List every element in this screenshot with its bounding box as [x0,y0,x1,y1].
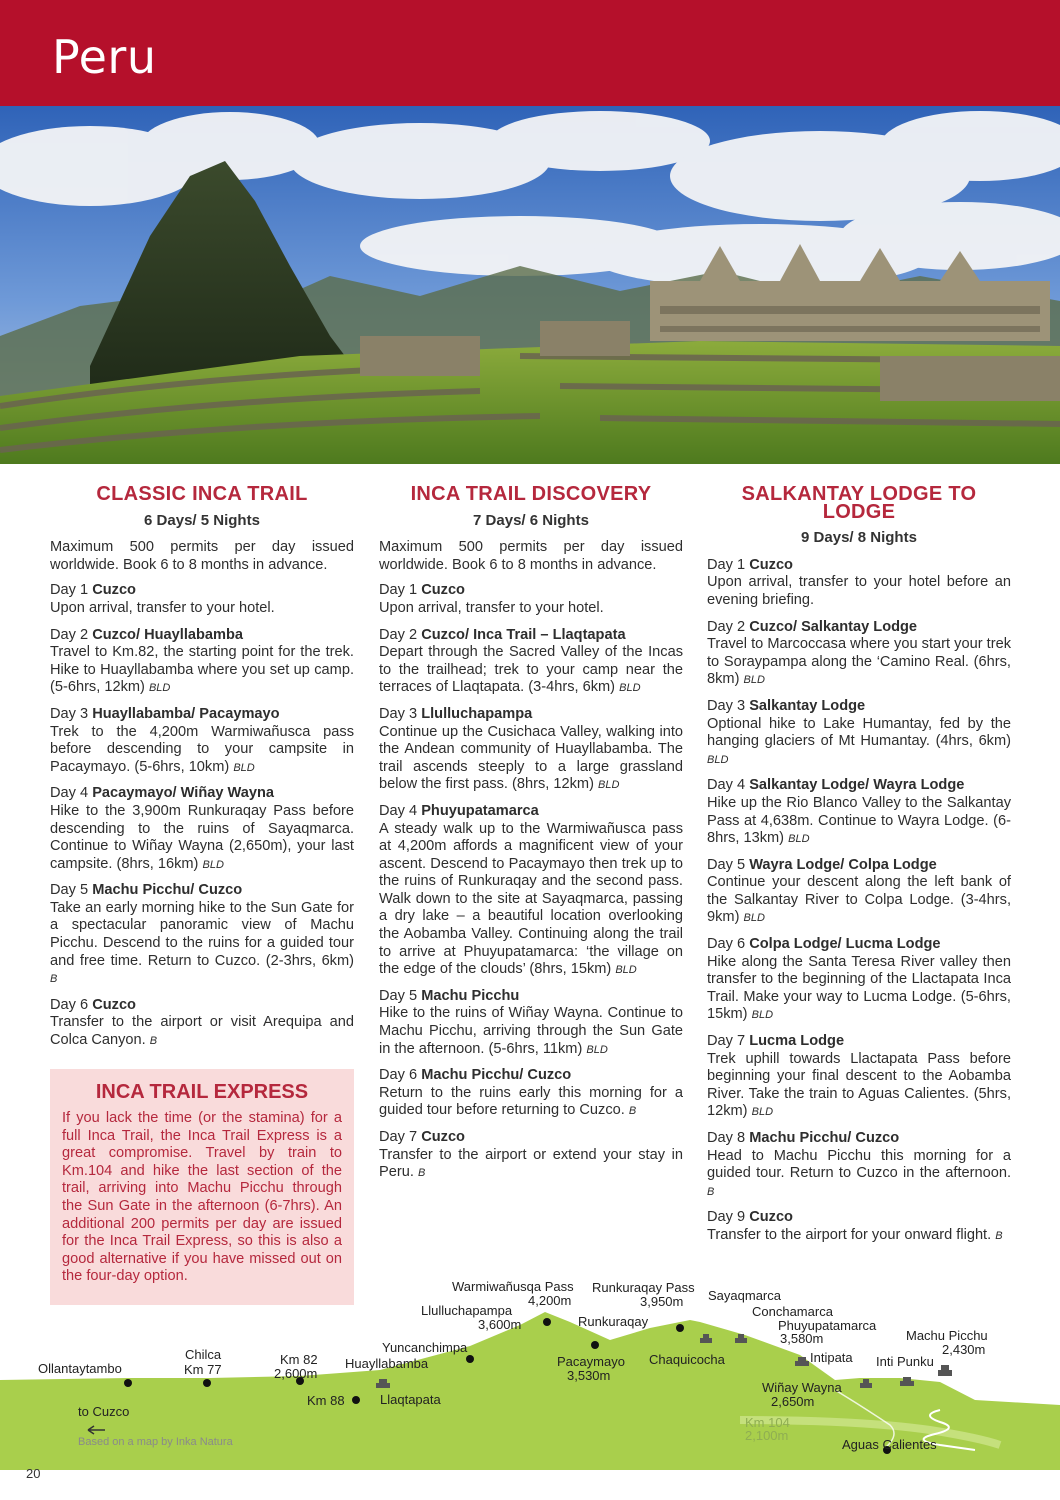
day-place: Machu Picchu/ Cuzco [421,1067,572,1084]
day-label: Day 7 [707,1033,746,1050]
map-label: Runkuraqay [578,1314,649,1329]
day-text: Transfer to the airport or extend your stay in Peru. [379,1146,683,1181]
machu-picchu-photo [0,106,1060,464]
day-meal: BLD [202,858,224,871]
map-label: Chaquicocha [649,1352,725,1367]
day-label: Day 4 [50,785,89,802]
day-label: Day 1 [379,582,418,599]
day-text: Hike to the ruins of Wiñay Wayna. Continue to Machu Picchu, arriving through the Sun Gate in the afternoon. (5-6hrs, 11km) [379,1005,683,1057]
tour-duration: 6 Days/ 5 Nights [144,511,260,529]
itinerary-day [707,936,1011,1025]
day-place: Lucma Lodge [749,1033,845,1050]
day-text: Transfer to the airport or visit Arequipa and Colca Canyon. [50,1014,354,1049]
tour-intro: Maximum 500 permits per day issued worldwide. Book 6 to 8 months in advance. [50,539,354,573]
page-title: Peru [52,30,157,84]
day-place: Colpa Lodge/ Lucma Lodge [749,936,941,953]
trail-map [0,1270,1060,1470]
day-label: Day 2 [50,626,89,643]
day-text: Transfer to the airport for your onward flight. [707,1226,992,1243]
day-meal: BLD [707,753,729,766]
itinerary-day [707,557,1011,611]
map-label: Km 77 [184,1362,222,1377]
map-label: Km 104 [745,1415,790,1430]
day-label: Day 7 [379,1129,418,1145]
day-meal: B [417,1167,426,1180]
day-place: Wayra Lodge/ Colpa Lodge [749,856,937,873]
map-label: 2,100m [745,1428,789,1443]
day-place: Cuzco [421,582,465,599]
day-meal: BLD [743,912,765,925]
day-text: Depart through the Sacred Valley of the Incas to the trailhead; trek to your camp near the terraces of Llaqtapata. (3-4hrs, 6km) [379,644,683,696]
trail-elevation-profile [0,1270,1060,1470]
map-label: Km 88 [307,1393,345,1408]
day-place: Llulluchapampa [421,705,533,722]
day-place: Salkantay Lodge [749,697,866,714]
itinerary-day [50,706,354,777]
day-text: Upon arrival, transfer to your hotel. [50,599,275,616]
day-label: Day 6 [50,996,89,1013]
day-place: Huayllabamba/ Pacaymayo [92,705,280,722]
map-label: 2,600m [274,1366,318,1381]
day-text: Continue up the Cusichaca Valley, walking into the Andean community of Huayllabamba. The trail ascends steeply to a large grassland below the first pass. (8hrs, 12km) [379,723,683,793]
day-label: Day 5 [379,987,418,1004]
day-place: Cuzco [92,996,136,1013]
day-text: Upon arrival, transfer to your hotel. [379,599,604,616]
map-label: Llulluchapampa [421,1303,513,1318]
day-meal: B [707,1185,715,1198]
map-label: Wiñay Wayna [762,1380,842,1395]
day-meal: BLD [598,779,620,792]
day-place: Cuzco/ Huayllabamba [92,626,244,643]
tour-title: CLASSIC INCA TRAIL [96,483,308,505]
day-label: Day 3 [50,705,89,722]
itinerary-day [50,582,354,618]
day-text: Hike along the Santa Teresa River valley then transfer to the beginning of the Llactapata Inca Trail. Make your way to Lucma Lodge. (5-6hrs, 15km) [707,953,1011,1023]
itinerary-day [379,1067,683,1121]
itinerary-day [50,997,354,1051]
itinerary-day [707,1209,1011,1245]
map-label: Chilca [185,1347,222,1362]
itinerary-day [379,1129,683,1183]
day-label: Day 3 [379,705,418,722]
day-place: Cuzco/ Inca Trail – Llaqtapata [421,626,626,643]
map-label: Pacaymayo [557,1354,625,1369]
day-text: Head to Machu Picchu this morning for a guided tour. Return to Cuzco in the afternoon. [707,1147,1011,1182]
day-text: Upon arrival, transfer to your hotel before an evening briefing. [707,574,1011,608]
tour-duration: 9 Days/ 8 Nights [801,529,917,547]
day-label: Day 3 [707,697,746,714]
day-place: Phuyupatamarca [421,802,539,819]
express-text: If you lack the time (or the stamina) for a full Inca Trail, the Inca Trail Express is a great compromise. Travel by train to Km.104 and hike the last section of the trail, arriving into Machu Picchu through the Sun Gate in the afternoon (6-7hrs). An additional 200 permits per day are issued for the Inca Trail Express, so this is also a good alternative if you have missed out on the four-day option. [62,1110,342,1285]
map-label: Machu Picchu [906,1328,988,1343]
day-label: Day 4 [707,777,746,794]
day-place: Pacaymayo/ Wiñay Wayna [92,785,275,802]
day-text: Return to the ruins early this morning for a guided tour before returning to Cuzco. [379,1084,683,1119]
day-label: Day 1 [50,582,89,599]
day-place: Cuzco [421,1129,465,1145]
day-text: Hike to the 3,900m Runkuraqay Pass before descending to the ruins of Sayaqmarca. Continue to Wiñay Wayna (2,650m), your last campsite. (8hrs, 16km) [50,802,354,872]
tour-title: SALKANTAY LODGE TO LODGE [741,483,977,523]
map-label: to Cuzco [78,1404,130,1419]
itinerary-day [50,627,354,698]
day-place: Machu Picchu/ Cuzco [749,1130,900,1146]
day-text: Continue your descent along the left bank of the Salkantay River to Colpa Lodge. (3-4hrs, 9km) [707,874,1011,926]
day-label: Day 6 [379,1067,418,1084]
map-label: 3,950m [640,1294,684,1309]
itinerary-day [379,706,683,795]
day-text: Hike up the Rio Blanco Valley to the Salkantay Pass at 4,638m. Continue to Wayra Lodge. (6-8hrs, 13km) [707,794,1011,847]
day-text: Trek to the 4,200m Warmiwañusca pass before descending to your campsite in Pacaymayo. (5-6hrs, 10km) [50,723,354,775]
day-place: Cuzco [92,582,136,599]
day-label: Day 2 [379,626,418,643]
map-label: Ollantaytambo [38,1361,122,1376]
day-meal: BLD [619,682,641,695]
day-place: Cuzco/ Salkantay Lodge [749,618,918,635]
itinerary-day [707,1033,1011,1122]
tour-intro: Maximum 500 permits per day issued worldwide. Book 6 to 8 months in advance. [379,539,683,573]
map-label: Km 82 [280,1352,318,1367]
inca-trail-discovery-column [379,483,683,1191]
itinerary-day [707,619,1011,690]
tour-title: INCA TRAIL DISCOVERY [410,483,652,505]
day-text: Trek uphill towards Llactapata Pass before beginning your final descent to the Aobamba River. Take the train to Aguas Calientes. (5hrs, 12km) [707,1050,1011,1120]
map-label: 3,580m [780,1331,824,1346]
day-label: Day 9 [707,1209,746,1226]
map-label: Yuncanchimpa [382,1340,468,1355]
day-label: Day 8 [707,1130,746,1146]
day-label: Day 1 [707,556,746,573]
day-label: Day 4 [379,802,418,819]
day-place: Machu Picchu [421,987,520,1004]
map-label: Conchamarca [752,1304,833,1319]
day-label: Day 2 [707,618,746,635]
itinerary-day [379,627,683,698]
map-label: Phuyupatamarca [778,1318,877,1333]
map-label: Llaqtapata [380,1392,441,1407]
itinerary-day [50,785,354,874]
express-title: INCA TRAIL EXPRESS [95,1081,309,1103]
map-label: 2,430m [942,1342,986,1357]
day-meal: BLD [751,1106,774,1119]
map-label: Intipata [810,1350,853,1365]
itinerary-day [379,582,683,618]
day-meal: BLD [615,964,637,977]
day-text: Take an early morning hike to the Sun Gate for a spectacular panoramic view of Machu Picchu. Descend to the ruins for a guided tour and free time. Return to Cuzco. (2-3hrs, 6km) [50,899,354,969]
map-label: Huayllabamba [345,1356,429,1371]
header-banner [0,0,1060,106]
hero-photo [0,106,1060,464]
day-meal: BLD [788,833,810,846]
day-place: Machu Picchu/ Cuzco [92,882,243,899]
day-text: Travel to Km.82, the starting point for the trek. Hike to Huayllabamba where you set up camp. (5-6hrs, 12km) [50,644,354,696]
day-text: A steady walk up to the Warmiwañusca pass at 4,200m affords a magnificent view of your ascent. Descend to Pacaymayo then trek up to the ruins of Runkuraqay and the second pass. Walk down to the site at Sayaqmarca, passing a dry lake – a beautiful location overlooking the Aobamba Valley. Continuing along the trail to arrive at Phuyupatamarca: ‘the village on the edge of the clouds’ (8hrs, 15km) [379,820,683,978]
map-label: Aguas Calientes [842,1437,937,1452]
map-label: 3,600m [478,1317,522,1332]
day-meal: BLD [148,682,171,695]
day-meal: B [628,1105,637,1118]
day-label: Day 5 [50,882,89,899]
map-label: Warmiwañusqa Pass [452,1279,574,1294]
map-label: Inti Punku [876,1354,934,1369]
itinerary-day [50,882,354,989]
map-label: 2,650m [771,1394,815,1409]
day-place: Salkantay Lodge/ Wayra Lodge [749,777,965,794]
itinerary-day [707,857,1011,928]
itinerary-day [707,698,1011,769]
day-place: Cuzco [749,1209,793,1226]
map-label: Sayaqmarca [708,1288,781,1303]
day-place: Cuzco [749,556,793,573]
day-meal: BLD [233,761,255,774]
day-meal: B [149,1035,158,1048]
salkantay-column [707,483,1011,1254]
map-label: 3,530m [567,1368,611,1383]
day-text: Optional hike to Lake Humantay, fed by the hanging glaciers of Mt Humantay. (4hrs, 6km) [707,715,1011,750]
itinerary-day [379,803,683,980]
day-meal: B [995,1229,1003,1242]
day-label: Day 6 [707,936,746,953]
day-meal: BLD [586,1043,608,1056]
map-label: Runkuraqay Pass [592,1280,695,1295]
map-label: 4,200m [528,1293,572,1308]
itinerary-day [379,988,683,1059]
day-meal: BLD [751,1009,774,1022]
map-credit: Based on a map by Inka Natura [78,1436,233,1448]
day-label: Day 5 [707,856,746,873]
day-meal: B [50,973,58,986]
classic-inca-trail-column [50,483,354,1059]
day-text: Travel to Marcoccasa where you start your trek to Soraypampa along the ‘Camino Real. (6hrs, 8km) [707,636,1011,688]
tour-duration: 7 Days/ 6 Nights [473,511,589,529]
itinerary-day [707,1130,1011,1201]
day-meal: BLD [743,674,765,687]
page-number: 20 [26,1466,41,1481]
itinerary-day [707,777,1011,848]
